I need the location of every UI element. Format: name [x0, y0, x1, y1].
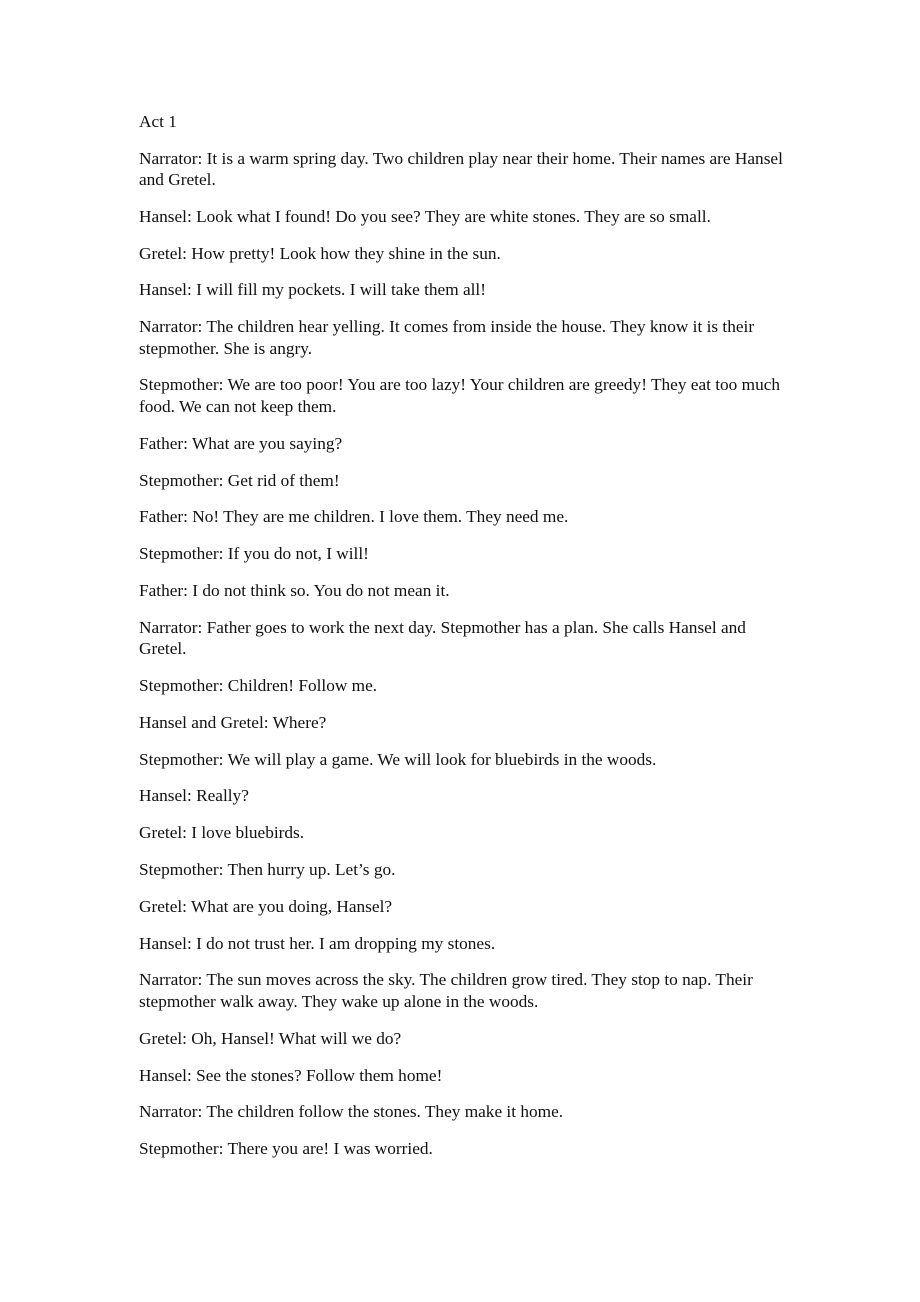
script-line-stepmother: Stepmother: There you are! I was worried. — [139, 1139, 433, 1159]
script-line-hansel-and-gretel: Hansel and Gretel: Where? — [139, 712, 327, 732]
script-line-stepmother: Stepmother: Children! Follow me. — [139, 676, 378, 696]
script-line-father: Father: What are you saying? — [139, 433, 343, 453]
script-line-narrator: Narrator: The sun moves across the sky. The children grow tired. They stop to nap. Their stepmother walk away. They wake up alone in the woods. — [139, 970, 753, 1011]
script-line-narrator: Narrator: Father goes to work the next day. Stepmother has a plan. She calls Hansel and Gretel. — [139, 617, 746, 659]
script-body — [139, 111, 787, 1175]
script-line-father: Father: No! They are me children. I love them. They need me. — [139, 507, 569, 527]
script-line-hansel: Hansel: Really? — [139, 786, 249, 806]
script-line-father: Father: I do not think so. You do not mean it. — [139, 580, 450, 600]
script-line-stepmother: Stepmother: If you do not, I will! — [139, 544, 369, 564]
script-line-stepmother: Stepmother: Then hurry up. Let’s go. — [139, 860, 396, 880]
script-line-gretel: Gretel: How pretty! Look how they shine in the sun. — [139, 243, 501, 263]
script-line-hansel: Hansel: I will fill my pockets. I will take them all! — [139, 280, 486, 300]
act-heading: Act 1 — [139, 112, 177, 131]
script-line-hansel: Hansel: See the stones? Follow them home! — [139, 1065, 443, 1085]
script-line-gretel: Gretel: What are you doing, Hansel? — [139, 896, 393, 916]
script-line-hansel: Hansel: I do not trust her. I am dropping my stones. — [139, 933, 496, 953]
script-line-stepmother: Stepmother: We will play a game. We will look for bluebirds in the woods. — [139, 749, 657, 769]
script-line-narrator: Narrator: It is a warm spring day. Two children play near their home. Their names are Hansel and Gretel. — [139, 148, 783, 189]
script-line-hansel: Hansel: Look what I found! Do you see? They are white stones. They are so small. — [139, 206, 711, 226]
script-line-stepmother: Stepmother: Get rid of them! — [139, 470, 340, 490]
script-line-gretel: Gretel: I love bluebirds. — [139, 823, 305, 843]
script-line-gretel: Gretel: Oh, Hansel! What will we do? — [139, 1028, 402, 1048]
script-line-narrator: Narrator: The children follow the stones. They make it home. — [139, 1102, 564, 1122]
script-line-narrator: Narrator: The children hear yelling. It comes from inside the house. They know it is their stepmother. She is angry. — [139, 317, 755, 358]
script-line-stepmother: Stepmother: We are too poor! You are too lazy! Your children are greedy! They eat too much food. We can not keep them. — [139, 375, 781, 416]
